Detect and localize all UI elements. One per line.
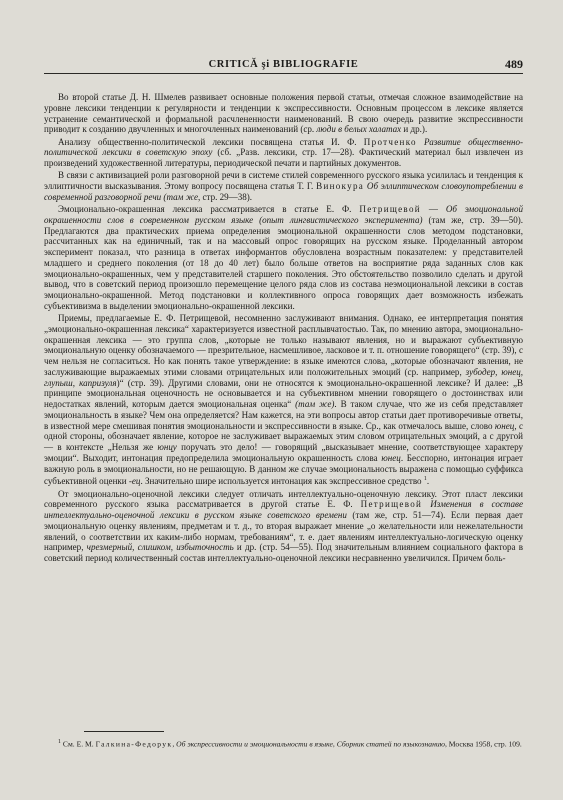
page-number: 489: [505, 57, 523, 71]
text-run: и др.).: [401, 124, 428, 135]
text-run: (сб. „Разв. лексики, стр. 17—28). Фактический материал был извлечен из произведений художественной литературы, периодической печати и партийных документов.: [44, 147, 523, 168]
text-run: . Значительно шире используется интонация как экспрессивное средство: [140, 476, 424, 487]
italic-text: юнец: [381, 452, 401, 463]
text-run: Приемы, предлагаемые Е. Ф. Петрищевой, несомненно заслуживают внимания. Однако, ее интерпретация понятия „эмоционально-окрашенная лексика“ характеризуется известной расплывчатостью. Так, по мнению автора, эмоционально-окрашенная лексика — это группа слов, „которые не только называют явления, но и выражают субъективную эмоциональную оценку обозначаемого — презрительное, насмешливое, ласковое и т. п. отношение говорящего“ (стр. 39), с чем нельзя не согласиться. Но как понять такое утверждение: в языке имеются слова, „которые обозначают явления, не заслуживающие выражаемых этими словами отрицательных или положительных эмоций (ср. например,: [44, 313, 523, 377]
footnote: [44, 738, 523, 749]
text-run: ,: [172, 739, 177, 749]
italic-text: -ец: [128, 476, 141, 487]
body-text: [44, 92, 523, 565]
author-name: Галкина-Федорук: [95, 739, 173, 749]
text-run: . В таком случае, что же из себя представляет эмоциональность в языке? Чем она определяется? Нам кажется, на эти вопросы автор статьи дает противоречивые ответы, в известной мере смешивая понятия эмоциональности и экспрессивности в языке. Ср., как отмечалось выше, слово: [44, 399, 523, 431]
paragraph: [44, 313, 523, 487]
text-run: (там же, стр. 39—50). Предлагаются два практических приема определения эмоциональной окрашенности слов методом подстановки, рассчитанных как на единичный, так и на массовый опрос говорящих на русском языке. Проделанный автором эксперимент показал, что разница в ответах информантов обусловлена возрастным показателем: у представителей младшего и среднего поколения (от 18 до 40 лет) было больше ответов на восприятие ряда заданных слов как эмоционально-окрашенных, чем у представителей старшего поколения. Это обстоятельство позволило сделать и другой вывод, что в советский период произошло перемещение целого ряда слов из состава неэмоциональной лексики в состав эмоционально-окрашенной. Метод подстановки и коллективного опроса говорящих дает возможность избежать субъективизма в выделении эмоционально-окрашенной лексики.: [44, 214, 523, 311]
italic-text: (там же): [295, 399, 335, 409]
page-header: [44, 58, 523, 74]
footnote-text: [44, 738, 523, 749]
text-run: От эмоционально-оценочной лексики следует отличать интеллектуально-оценочную лексику. Этот пласт лексики современного русского языка рассматривается в другой статье Е. Ф.: [44, 488, 523, 510]
author-name: Петрищевой: [359, 204, 421, 214]
italic-text: Изменения в составе интеллектуально-оценочной лексики в русском языке советского времени: [44, 499, 523, 521]
text-run: В связи с активизацией роли разговорной речи в системе стилей современного русского языка усилилась и тенденция к эллиптичности высказывания. Этому вопросу посвящена статья Т. Г.: [44, 170, 523, 191]
italic-text: Об эмоциональной окрашенности слов в современном русском языке (опыт лингвистического эксперимента): [44, 204, 524, 225]
text-run: и др. (стр. 54—55). Под значительным влиянием социального фактора в советский период количественный состав интеллектуально-оценочной лексики несравненно увеличился. Причем боль-: [44, 542, 523, 564]
text-run: —: [420, 204, 446, 214]
italic-text: Об эллиптическом словоупотреблении в современной разговорной речи (там же: [44, 181, 523, 202]
paragraph: [44, 137, 523, 169]
text-run: поручать это дело! — говорящий „высказывает мнение, соответствующее характеру эмоции“. Выходит, интонация предопределила эмоциональную окрашенность слова: [44, 442, 523, 463]
italic-text: люди в белых халатах: [316, 124, 402, 135]
author-name: Протченко: [363, 136, 417, 147]
italic-text: Развитие общественно-политической лексики в советскую эпоху: [44, 136, 523, 158]
paragraph: [44, 170, 523, 202]
italic-text: юнец: [494, 420, 515, 431]
italic-text: Об экспрессивности и эмоциональности в языке, Сборник статей по языкознанию: [176, 739, 445, 749]
paragraph: [44, 489, 523, 564]
text-run: )“ (стр. 39). Другими словами, они не относятся к эмоционально-окрашенной лексике? И далее: „В принципе эмоциональная оценочность не основывается и на субъективном мнении говорящего о достоинствах или недостатках явлений, которым дается эмоциональная оценка“: [44, 377, 523, 409]
footnote-rule: [84, 731, 164, 732]
italic-text: зубодер, юнец, глупыш, капризуля: [44, 366, 523, 388]
text-run: Эмоционально-окрашенная лексика рассматривается в статье Е. Ф.: [58, 204, 360, 214]
paragraph: [44, 204, 523, 312]
text-run: См. Е. М.: [61, 739, 96, 749]
footnote-marker: 1: [58, 739, 61, 745]
author-name: Петрищевой: [360, 499, 423, 510]
text-run: (там же, стр. 51—74). Если первая дает эмоциональную оценку явлениям, предметам и т. д., то вторая выражает мнение „о желательности или нежелательности явлений, о соответствии их каким-либо нормам, требованиям“, т. е. дает явлениям интеллектуально-логическую оценку например,: [44, 510, 523, 553]
text-run: , Москва 1958, стр. 109.: [444, 739, 522, 749]
text-run: Анализу общественно-политической лексики посвящена статья И. Ф.: [58, 136, 364, 147]
footnote-marker: 1: [423, 476, 427, 483]
italic-text: чрезмерный, слишком, избыточность: [86, 542, 234, 553]
text-run: Во второй статье Д. Н. Шмелев развивает основные положения первой статьи, отмечая сложное взаимодействие на уровне лексики тенденции к регулярности и тенденции к экспрессивности. Основным процессом в лексике является устранение семантической и формальной расчлененности наименований. В свою очередь развитие экспрессивности приводит к созданию двучленных и многочленных наименований (ср.: [44, 92, 523, 135]
text-run: [417, 137, 424, 147]
author-name: Винокура: [316, 181, 365, 191]
text-run: , с одной стороны, обозначает явление, которое не заслуживает выражаемых этим словом отрицательных эмоций, а с другой — в контексте „Нельзя же: [44, 420, 524, 452]
text-run: .: [426, 476, 430, 487]
text-run: . Бесспорно, интонация играет важную роль в эмоциональности, но не решающую. В данном же случае эмоциональность выражена с помощью суффикса субъективной оценки: [44, 452, 523, 487]
text-run: , стр. 29—38).: [197, 191, 253, 202]
italic-text: юнцу: [157, 442, 177, 452]
running-head: CRITICĂ şi BIBLIOGRAFIE: [208, 59, 359, 70]
paragraph: [44, 92, 523, 135]
header-rule: [44, 73, 523, 74]
